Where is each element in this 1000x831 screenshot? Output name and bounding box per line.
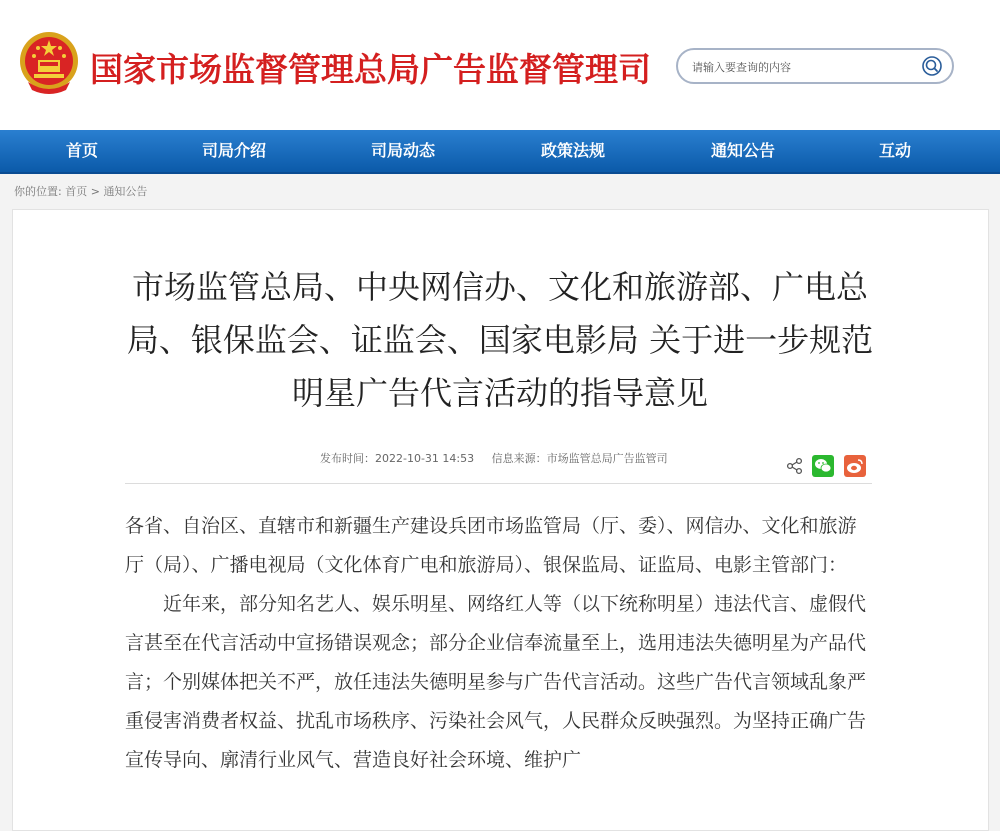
national-emblem-icon[interactable] — [18, 30, 80, 96]
nav-item-bureau-intro[interactable]: 司局介绍 — [201, 141, 266, 160]
nav-item-policies[interactable]: 政策法规 — [540, 141, 605, 160]
nav-item-interaction[interactable]: 互动 — [878, 141, 911, 160]
article-source: 信息来源：市场监管总局广告监管司 — [491, 452, 668, 465]
search-input[interactable] — [690, 57, 914, 77]
breadcrumb-home-link[interactable]: 首页 — [65, 185, 88, 198]
publish-time: 发布时间：2022-10-31 14:53 — [320, 452, 475, 465]
article-paragraph: 各省、自治区、直辖市和新疆生产建设兵团市场监管局（厅、委）、网信办、文化和旅游厅（局）、广播电视局（文化体育广电和旅游局）、银保监局、证监局、电影主管部门： — [125, 515, 857, 576]
article-meta — [320, 450, 682, 466]
search-box — [676, 48, 954, 84]
article-title: 市场监管总局、中央网信办、文化和旅游部、广电总局、银保监会、证监会、国家电影局 关于进一步规范明星广告代言活动的指导意见 — [126, 268, 874, 413]
breadcrumb-prefix: 你的位置: — [14, 185, 62, 198]
breadcrumb — [14, 183, 147, 199]
site-title[interactable]: 国家市场监督管理总局广告监督管理司 — [90, 50, 651, 89]
article-body — [125, 507, 875, 780]
title-divider — [125, 483, 872, 484]
article-paragraph: 近年来，部分知名艺人、娱乐明星、网络红人等（以下统称明星）违法代言、虚假代言甚至在代言活动中宣扬错误观念；部分企业信奉流量至上，选用违法失德明星为产品代言；个别媒体把关不严，放任违法失德明星参与广告代言活动。这些广告代言领域乱象严重侵害消费者权益、扰乱市场秩序、污染社会风气，人民群众反映强烈。为坚持正确广告宣传导向、廓清行业风气、营造良好社会环境、维护广 — [125, 593, 867, 771]
weibo-icon[interactable] — [844, 455, 866, 477]
nav-item-home[interactable]: 首页 — [65, 141, 98, 160]
site-header — [0, 0, 1000, 130]
breadcrumb-current-link[interactable]: 通知公告 — [103, 185, 148, 198]
wechat-icon[interactable] — [812, 455, 834, 477]
breadcrumb-separator: > — [90, 185, 100, 198]
nav-item-notices[interactable]: 通知公告 — [710, 141, 775, 160]
search-icon[interactable] — [922, 56, 942, 76]
nav-item-bureau-news[interactable]: 司局动态 — [370, 141, 435, 160]
main-nav — [0, 130, 1000, 174]
share-icon[interactable] — [784, 455, 806, 477]
